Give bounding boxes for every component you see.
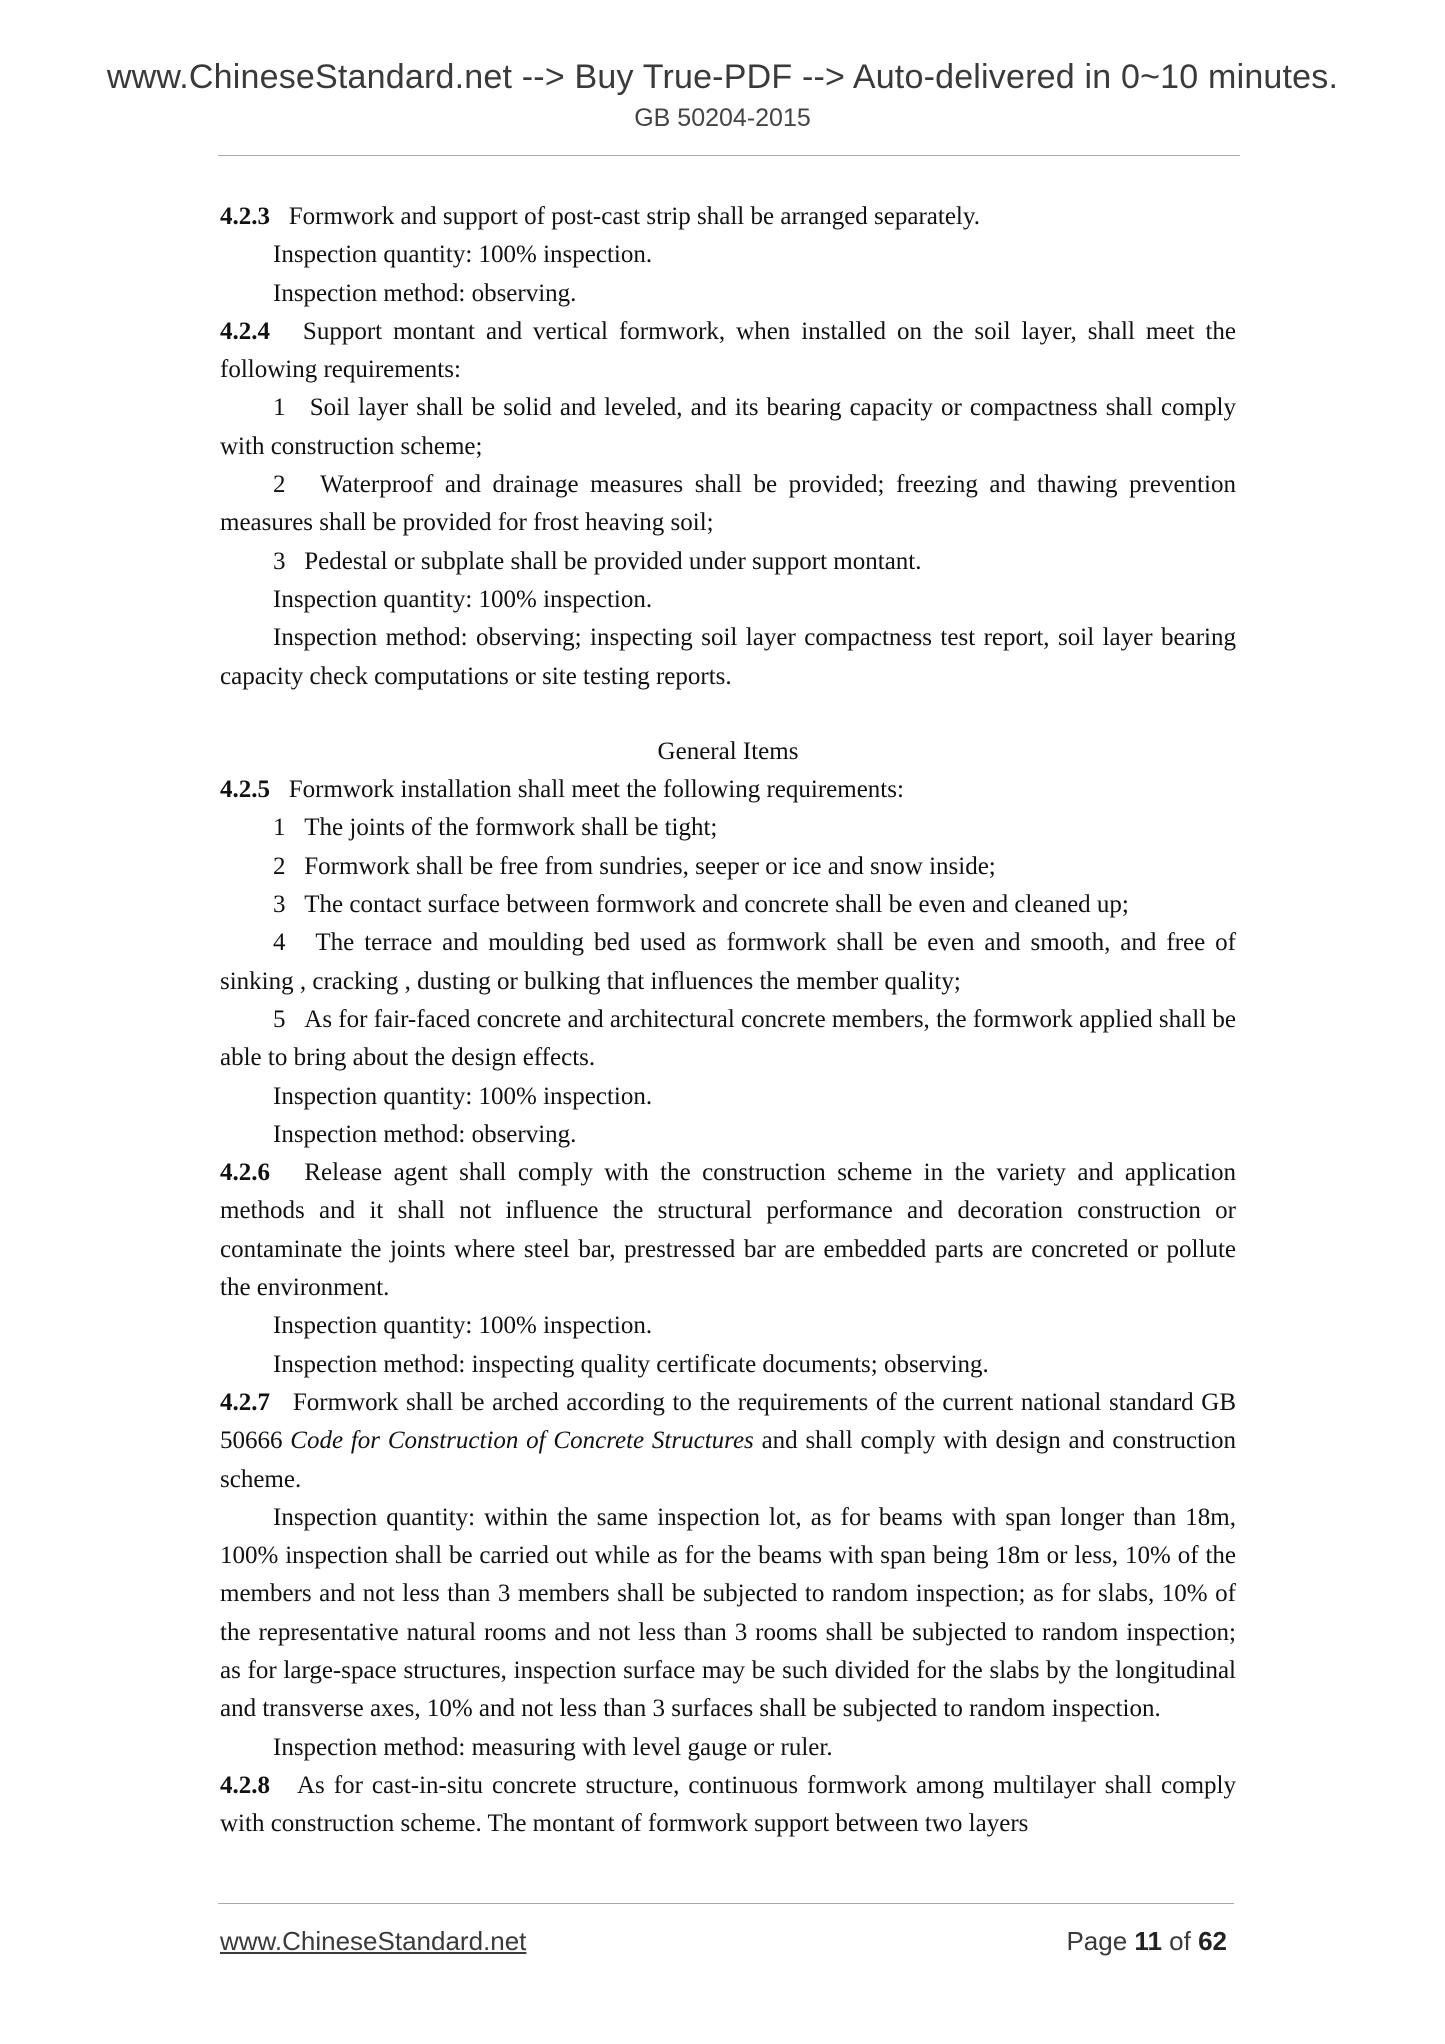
total-pages: 62: [1198, 1926, 1227, 1956]
list-item: [220, 848, 1236, 886]
clause-text: Support montant and vertical formwork, when installed on the soil layer, shall meet the following requirements:: [220, 317, 1236, 384]
inspection-quantity: Inspection quantity: within the same inspection lot, as for beams with span longer than 18m, 100% inspection shall be carried out while as for the beams with span being 18m or less, 10% of the members and not less than 3 members shall be subjected to random inspection; as for slabs, 10% of the representative natural rooms and not less than 3 rooms shall be subjected to random inspection; as for large-space structures, inspection surface may be such divided for the slabs by the longitudinal and transverse axes, 10% and not less than 3 surfaces shall be subjected to random inspection.: [220, 1503, 1236, 1723]
item-text: Waterproof and drainage measures shall be provided; freezing and thawing prevention measures shall be provided for frost heaving soil;: [220, 471, 1237, 537]
current-page: 11: [1134, 1926, 1162, 1956]
item-text: The contact surface between formwork and concrete shall be even and cleaned up;: [304, 891, 1129, 919]
clause-number: 4.2.8: [220, 1771, 270, 1799]
clause-number: 4.2.7: [220, 1388, 270, 1416]
section-heading-general-items: General Items: [657, 737, 799, 765]
page-word: Page: [1066, 1926, 1128, 1956]
clause-text: Formwork installation shall meet the following requirements:: [288, 776, 904, 804]
item-number: 1: [273, 394, 286, 422]
item-text: Pedestal or subplate shall be provided under support montant.: [304, 547, 922, 575]
item-text: The joints of the formwork shall be tight;: [304, 814, 718, 842]
item-text: Formwork shall be free from sundries, seeper or ice and snow inside;: [304, 852, 996, 880]
item-number: 3: [273, 891, 286, 919]
inspection-method: Inspection method: observing; inspecting soil layer compactness test report, soil layer bearing capacity check computations or site testing reports.: [220, 624, 1236, 690]
footer-page-number: [1066, 1926, 1227, 1957]
clause-text: and shall comply with design and construction scheme.: [220, 1427, 1237, 1493]
item-number: 4: [273, 929, 286, 957]
list-item: [220, 809, 1236, 847]
item-number: 5: [273, 1005, 286, 1033]
clause-number: 4.2.3: [220, 203, 270, 230]
inspection-method: Inspection method: inspecting quality certificate documents; observing.: [273, 1350, 989, 1378]
list-item: [220, 466, 1236, 543]
inspection-quantity: Inspection quantity: 100% inspection.: [273, 241, 653, 269]
item-number: 1: [273, 814, 286, 842]
clause-text: Formwork shall be arched according to the requirements of the current national standard GB 50666: [220, 1388, 1237, 1455]
clause-4-2-4: [220, 313, 1236, 390]
list-item: [220, 886, 1236, 924]
header-divider: [218, 155, 1240, 156]
item-text: As for fair-faced concrete and architectural concrete members, the formwork applied shall be able to bring about the design effects.: [220, 1005, 1236, 1072]
clause-text: Formwork and support of post-cast strip shall be arranged separately.: [288, 203, 980, 230]
item-text: The terrace and moulding bed used as formwork shall be even and smooth, and free of sinking , cracking , dusting or bulking that influences the member quality;: [220, 929, 1236, 995]
item-number: 2: [273, 852, 286, 880]
header-standard-code: GB 50204-2015: [634, 104, 811, 132]
list-item: [220, 924, 1236, 1001]
list-item: [220, 389, 1236, 466]
section-spacer: [220, 696, 1236, 733]
clause-4-2-7: [220, 1384, 1236, 1499]
list-item: [220, 543, 1236, 581]
inspection-method: Inspection method: observing.: [273, 1120, 577, 1148]
inspection-quantity: Inspection quantity: 100% inspection.: [273, 585, 653, 613]
clause-number: 4.2.6: [220, 1159, 270, 1187]
clause-number: 4.2.4: [220, 317, 270, 345]
inspection-method: Inspection method: observing.: [273, 279, 577, 307]
clause-text: Release agent shall comply with the construction scheme in the variety and application methods and it shall not influence the structural performance and decoration construction or contaminate the joints where steel bar, prestressed bar are embedded parts are concreted or pollute the environment.: [220, 1159, 1237, 1302]
clause-4-2-6: [220, 1154, 1236, 1307]
item-text: Soil layer shall be solid and leveled, and its bearing capacity or compactness shall comply with construction scheme;: [220, 394, 1236, 460]
document-body: [220, 198, 1236, 1843]
of-word: of: [1169, 1926, 1191, 1956]
list-item: [220, 1001, 1236, 1078]
item-number: 2: [273, 471, 286, 499]
footer-site-link[interactable]: www.ChineseStandard.net: [220, 1926, 527, 1956]
header-banner[interactable]: www.ChineseStandard.net --> Buy True-PDF --> Auto-delivered in 0~10 minutes.: [106, 58, 1339, 96]
referenced-standard-title: Code for Construction of Concrete Structures: [290, 1427, 754, 1455]
clause-4-2-5: [220, 771, 1236, 809]
clause-number: 4.2.5: [220, 776, 270, 804]
inspection-method: Inspection method: measuring with level gauge or ruler.: [273, 1733, 833, 1761]
clause-text: As for cast-in-situ concrete structure, continuous formwork among multilayer shall comply with construction scheme. The montant of formwork support between two layers: [220, 1771, 1236, 1838]
footer-divider: [218, 1903, 1234, 1904]
inspection-quantity: Inspection quantity: 100% inspection.: [273, 1312, 653, 1340]
inspection-quantity: Inspection quantity: 100% inspection.: [273, 1082, 653, 1110]
item-number: 3: [273, 547, 286, 575]
clause-4-2-8: [220, 1767, 1236, 1844]
clause-4-2-3: [220, 198, 1236, 236]
